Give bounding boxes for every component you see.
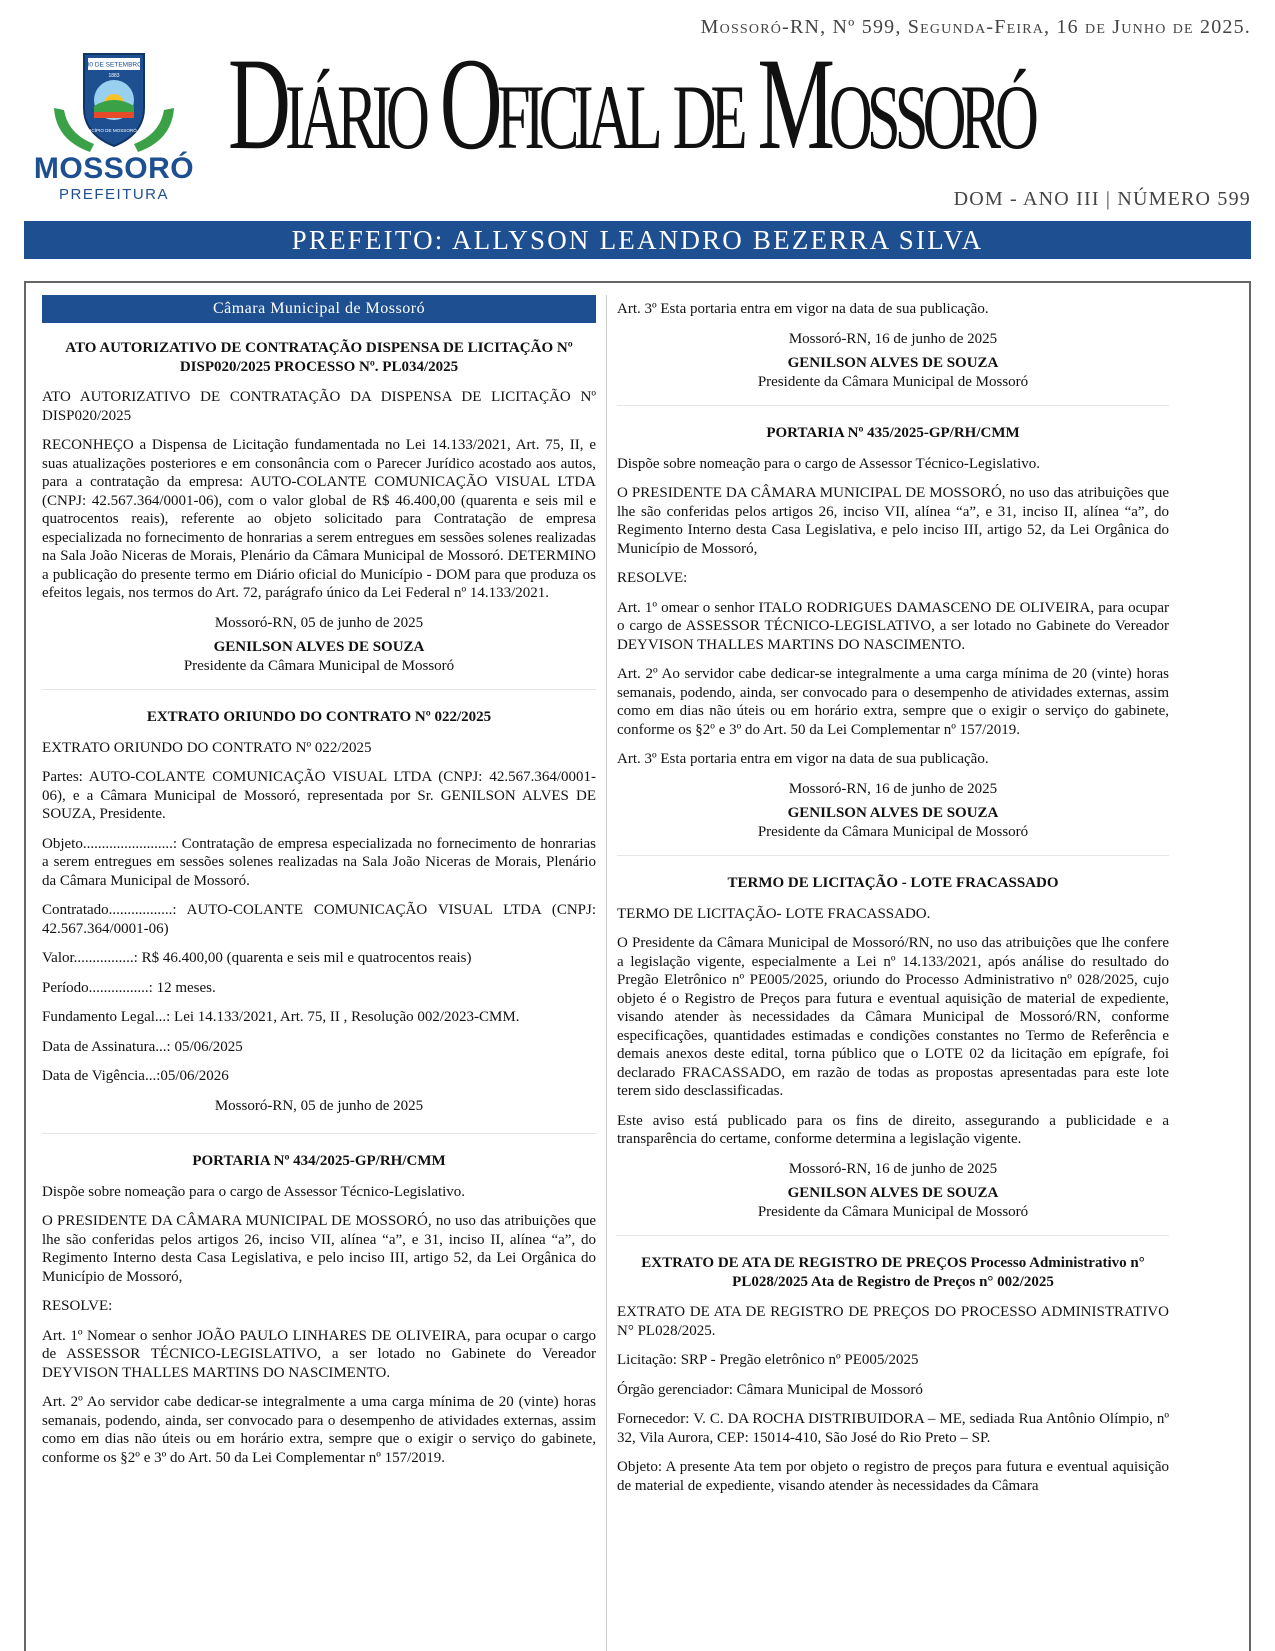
termo-paragraph: TERMO DE LICITAÇÃO- LOTE FRACASSADO. [617, 905, 931, 922]
portaria-435-title: PORTARIA Nº 435/2025-GP/RH/CMM [766, 425, 1020, 441]
signature-name: GENILSON ALVES DE SOUZA [787, 1185, 999, 1201]
extrato-valor: Valor................: R$ 46.400,00 (quarenta e seis mil e quatrocentos reais) [42, 950, 472, 966]
right-column [617, 300, 1169, 1506]
extrato-partes: Partes: AUTO-COLANTE COMUNICAÇÃO VISUAL LTDA (CNPJ: 42.567.364/0001-06), e a Câmara Municipal de Mossoró, representada por Sr. GENILSON ALVES DE SOUZA, Presidente. [42, 769, 596, 822]
section-header: Câmara Municipal de Mossoró [42, 295, 596, 323]
crest-motto: 30 DE SETEMBRO [85, 61, 143, 69]
signature-role: Presidente da Câmara Municipal de Mossoró [757, 373, 1029, 390]
ata-title: EXTRATO DE ATA DE REGISTRO DE PREÇOS Processo Administrativo n° PL028/2025 Ata de Registro de Preços n° 002/2025 [641, 1255, 1145, 1290]
ato-paragraph: ATO AUTORIZATIVO DE CONTRATAÇÃO DA DISPENSA DE LICITAÇÃO Nº DISP020/2025 [42, 389, 596, 424]
mayor-banner: PREFEITO: ALLYSON LEANDRO BEZERRA SILVA [24, 221, 1251, 259]
signature-role: Presidente da Câmara Municipal de Mossoró [757, 1203, 1029, 1220]
portaria-paragraph: Art. 3º Esta portaria entra em vigor na data de sua publicação. [617, 301, 989, 317]
signature-role: Presidente da Câmara Municipal de Mossoró [757, 823, 1029, 840]
crest-ring-text: MUNICÍPIO DE MOSSORÓ 1852 [79, 128, 149, 133]
section-divider [617, 855, 1169, 856]
ata-paragraph: EXTRATO DE ATA DE REGISTRO DE PREÇOS DO PROCESSO ADMINISTRATIVO N° PL028/2025. [617, 1304, 1169, 1339]
signature-place: Mossoró-RN, 05 de junho de 2025 [214, 614, 424, 631]
edition-number: DOM - ANO III | NÚMERO 599 [953, 188, 1251, 210]
city-crest-icon [50, 48, 178, 160]
ata-paragraph: Fornecedor: V. C. DA ROCHA DISTRIBUIDORA – ME, sediada Rua Antônio Olímpio, nº 32, Vila Aurora, CEP: 15014-410, São José do Rio Preto – SP. [617, 1411, 1169, 1446]
section-divider [42, 1133, 596, 1134]
extrato-contratado: Contratado.................: AUTO-COLANTE COMUNICAÇÃO VISUAL LTDA (CNPJ: 42.567.364/0001-06) [42, 902, 596, 937]
portaria-paragraph: Art. 3º Esta portaria entra em vigor na data de sua publicação. [617, 751, 989, 767]
signature-place: Mossoró-RN, 16 de junho de 2025 [788, 1160, 998, 1177]
portaria-paragraph: O PRESIDENTE DA CÂMARA MUNICIPAL DE MOSSORÓ, no uso das atribuições que lhe são conferidas pelos artigos 26, inciso VII, alínea “a”, e 31, inciso II, alínea “a”, do Regimento Interno desta Casa Legislativa, e pelo inciso III, artigo 52, da Lei Orgânica do Município de Mossoró, [42, 1213, 596, 1285]
crest-year: 1883 [108, 73, 120, 79]
extrato-periodo: Período................: 12 meses. [42, 979, 216, 996]
portaria-paragraph: Art. 2º Ao servidor cabe dedicar-se integralmente a uma carga mínima de 20 (vinte) horas semanais, podendo, ainda, ser convocado para o desempenho de atividades externas, assim como em dias não úteis ou em horário extra, sempre que o exigir o serviço do gabinete, conforme os §2º e 3º do Art. 50 da Lei Complementar nº 157/2019. [617, 666, 1169, 738]
termo-paragraph: O Presidente da Câmara Municipal de Mossoró/RN, no uso das atribuições que lhe confere a legislação vigente, especialmente a Lei nº 14.133/2021, após análise do resultado do Pregão Eletrônico nº PE005/2025, oriundo do Processo Administrativo nº 028/2025, cujo objeto é o Registro de Preços para futura e eventual aquisição de material de expediente, visando atender às necessidades da Câmara Municipal de Mossoró/RN, conforme especificações, quantidades estimadas e condições constantes no Termo de Referência e demais anexos deste edital, torna público que o LOTE 02 da licitação em epígrafe, foi declarado FRACASSADO, em razão de todas as propostas apresentadas para este lote terem sido desclassificadas. [617, 935, 1169, 1099]
signature-name: GENILSON ALVES DE SOUZA [787, 805, 999, 821]
signature-place: Mossoró-RN, 16 de junho de 2025 [788, 780, 998, 797]
section-divider [617, 1235, 1169, 1236]
left-column [42, 295, 596, 1478]
extrato-fundamento: Fundamento Legal...: Lei 14.133/2021, Art. 75, II , Resolução 002/2023-CMM. [42, 1009, 520, 1025]
ata-paragraph: Órgão gerenciador: Câmara Municipal de Mossoró [617, 1381, 923, 1398]
extrato-assinatura: Data de Assinatura...: 05/06/2025 [42, 1038, 243, 1055]
column-divider [606, 295, 607, 1651]
portaria-434-title: PORTARIA Nº 434/2025-GP/RH/CMM [192, 1153, 446, 1169]
extrato-title: EXTRATO ORIUNDO DO CONTRATO Nº 022/2025 [146, 709, 492, 725]
signature-role: Presidente da Câmara Municipal de Mossoró [183, 657, 455, 674]
section-divider [617, 405, 1169, 406]
section-divider [42, 689, 596, 690]
portaria-paragraph: Art. 1º omear o senhor ITALO RODRIGUES DAMASCENO DE OLIVEIRA, para ocupar o cargo de ASSESSOR TÉCNICO-LEGISLATIVO, a ser lotado no Gabinete do Vereador DEYVISON THALLES MARTINS DO NASCIMENTO. [617, 599, 1169, 653]
signature-place: Mossoró-RN, 05 de junho de 2025 [214, 1097, 424, 1114]
extrato-objeto: Objeto........................: Contratação de empresa especializada no fornecimento de honrarias a serem entregues em sessões solenes realizadas na Sala João Niceras de Morais, Plenário da Câmara Municipal de Mossoró. [42, 835, 596, 889]
portaria-paragraph: O PRESIDENTE DA CÂMARA MUNICIPAL DE MOSSORÓ, no uso das atribuições que lhe são conferidas pelos artigos 26, inciso VII, alínea “a”, e 31, inciso II, alínea “a”, do Regimento Interno desta Casa Legislativa, e pelo inciso III, artigo 52, da Lei Orgânica do Município de Mossoró, [617, 485, 1169, 557]
ato-paragraph: RECONHEÇO a Dispensa de Licitação fundamentada no Lei 14.133/2021, Art. 75, II, e suas atualizações posteriores e em consonância com o Parecer Jurídico acostado aos autos, para a contratação da empresa: AUTO-COLANTE COMUNICAÇÃO VISUAL LTDA (CNPJ: 42.567.364/0001-06), com o valor global de R$ 46.400,00 (quarenta e seis mil e quatrocentos reais), referente ao objeto solicitado para Contratação de empresa especializada no fornecimento de honrarias a serem entregues em sessões solenes realizadas na Sala João Niceras de Morais, Plenário da Câmara Municipal de Mossoró. DETERMINO a publicação do presente termo em Diário oficial do Município - DOM para que produza os efeitos legais, nos termos do Art. 72, parágrafo único da Lei Federal nº 14.133/2021. [42, 437, 596, 601]
portaria-paragraph: Dispõe sobre nomeação para o cargo de Assessor Técnico-Legislativo. [617, 455, 1041, 472]
portaria-paragraph: RESOLVE: [42, 1298, 113, 1314]
ato-title: ATO AUTORIZATIVO DE CONTRATAÇÃO DISPENSA DE LICITAÇÃO Nº DISP020/2025 PROCESSO Nº. PL034/2025 [65, 340, 573, 375]
extrato-vigencia: Data de Vigência...:05/06/2026 [42, 1068, 229, 1084]
signature-name: GENILSON ALVES DE SOUZA [787, 355, 999, 371]
signature-name: GENILSON ALVES DE SOUZA [213, 639, 425, 655]
ata-paragraph: Objeto: A presente Ata tem por objeto o registro de preços para futura e eventual aquisição de material de expediente, visando atender às necessidades da Câmara [617, 1459, 1169, 1494]
portaria-paragraph: Art. 2º Ao servidor cabe dedicar-se integralmente a uma carga mínima de 20 (vinte) horas semanais, podendo, ainda, ser convocado para o desempenho de atividades externas, assim como em dias não úteis ou em horário extra, sempre que o exigir o serviço do gabinete, conforme os §2º e 3º do Art. 50 da Lei Complementar nº 157/2019. [42, 1394, 596, 1466]
newspaper-title: Diário Oficial de Mossoró [228, 30, 1033, 177]
extrato-paragraph: EXTRATO ORIUNDO DO CONTRATO Nº 022/2025 [42, 739, 372, 756]
termo-paragraph: Este aviso está publicado para os fins de direito, assegurando a publicidade e a transparência do certame, conforme determina a legislação vigente. [617, 1112, 1169, 1147]
portaria-paragraph: Art. 1º Nomear o senhor JOÃO PAULO LINHARES DE OLIVEIRA, para ocupar o cargo de ASSESSOR TÉCNICO-LEGISLATIVO, a ser lotado no Gabinete do Vereador DEYVISON THALLES MARTINS DO NASCIMENTO. [42, 1327, 596, 1381]
dateline: Mossoró-RN, Nº 599, Segunda-Feira, 16 de Junho de 2025. [700, 16, 1251, 38]
prefeitura-logo [24, 48, 204, 206]
termo-title: TERMO DE LICITAÇÃO - LOTE FRACASSADO [727, 875, 1059, 891]
portaria-paragraph: RESOLVE: [617, 570, 688, 586]
logo-name: MOSSORÓ [33, 152, 195, 185]
logo-subtitle: PREFEITURA [58, 186, 169, 203]
signature-place: Mossoró-RN, 16 de junho de 2025 [788, 330, 998, 347]
portaria-paragraph: Dispõe sobre nomeação para o cargo de Assessor Técnico-Legislativo. [42, 1183, 466, 1200]
ata-paragraph: Licitação: SRP - Pregão eletrônico nº PE005/2025 [617, 1352, 919, 1368]
